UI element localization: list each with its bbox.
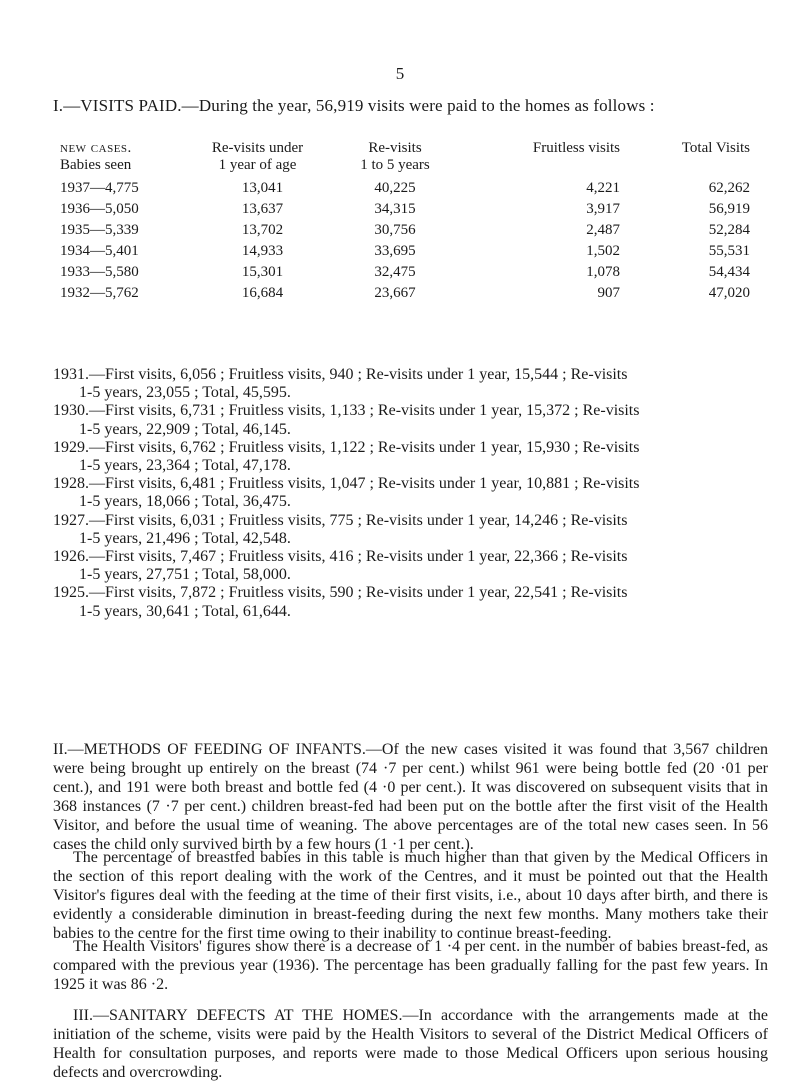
table-cell: 16,684	[241, 285, 284, 301]
table-cell: 30,756	[374, 222, 416, 238]
table-cell: 47,020	[708, 285, 750, 301]
table-cell: 15,301	[241, 264, 284, 280]
table-cell: 62,262	[708, 180, 750, 196]
history-line: 1-5 years, 23,055 ; Total, 45,595.	[79, 384, 291, 402]
history-line: 1928.—First visits, 6,481 ; Fruitless visits, 1,047 ; Re-visits under 1 year, 10,881 ; Re-visits	[53, 475, 640, 493]
history-entry-1926	[53, 548, 773, 584]
header-revisits-1-5-line2: 1 to 5 years	[360, 157, 430, 173]
table-row	[60, 178, 780, 199]
header-revisits-1-5	[330, 140, 460, 174]
history-entry-1929	[53, 439, 773, 475]
breastfed-decrease-paragraph: The Health Visitors' figures show there is a decrease of 1 ·4 per cent. in the number of babies breast-fed, as compared with the previous year (1936). The percentage has been gradually falling for the past few years. In 1925 it was 86 ·2.	[53, 938, 768, 993]
history-line: 1-5 years, 22,909 ; Total, 46,145.	[79, 420, 291, 438]
history-line: 1925.—First visits, 7,872 ; Fruitless visits, 590 ; Re-visits under 1 year, 22,541 ; Re-visits	[53, 584, 628, 602]
table-row	[60, 199, 780, 220]
table-cell: 14,933	[241, 243, 284, 259]
history-line: 1-5 years, 30,641 ; Total, 61,644.	[79, 602, 291, 620]
header-total	[640, 140, 780, 174]
table-cell: 33,695	[374, 243, 416, 259]
history-line: 1929.—First visits, 6,762 ; Fruitless visits, 1,122 ; Re-visits under 1 year, 15,930 ; Re-visits	[53, 438, 640, 456]
feeding-methods-paragraph: II.—METHODS OF FEEDING OF INFANTS.—Of the new cases visited it was found that 3,567 children were being brought up entirely on the breast (74 ·7 per cent.) whilst 961 were being bottle fed (20 ·01 per cent.), and 191 were both breast and bottle fed (4 ·0 per cent.). It was discovered on subsequent visits that in 368 instances (7 ·7 per cent.) children breast-fed had been put on the bottle after the first visit of the Health Visitor, and before the usual time of weaning. The above percentages are of the total new cases seen. In 56 cases the child only survived birth by a few hours (1 ·1 per cent.).	[53, 741, 768, 853]
table-cell: 56,919	[708, 201, 750, 217]
header-revisits-under-1-line1: Re-visits under	[211, 140, 304, 156]
table-cell: 1,078	[586, 264, 620, 280]
history-line: 1-5 years, 21,496 ; Total, 42,548.	[79, 529, 291, 547]
table-cell: 3,917	[586, 201, 620, 217]
table-cell: 23,667	[374, 285, 416, 301]
table-cell: 13,702	[241, 222, 284, 238]
table-cell: 1934—5,401	[60, 243, 139, 259]
table-row	[60, 262, 780, 283]
history-line: 1-5 years, 27,751 ; Total, 58,000.	[79, 566, 291, 584]
history-entry-1931	[53, 366, 773, 402]
history-entry-1928	[53, 475, 773, 511]
header-revisits-under-1-line2: 1 year of age	[218, 157, 297, 173]
table-cell: 1935—5,339	[60, 222, 139, 238]
header-new-cases-line2: Babies seen	[60, 157, 132, 173]
header-revisits-1-5-line1: Re-visits	[368, 140, 422, 156]
history-entry-1925	[53, 584, 773, 620]
history-line: 1930.—First visits, 6,731 ; Fruitless visits, 1,133 ; Re-visits under 1 year, 15,372 ; Re-visits	[53, 402, 640, 420]
sanitary-defects-paragraph: III.—SANITARY DEFECTS AT THE HOMES.—In accordance with the arrangements made at the initiation of the scheme, visits were paid by the Health Visitors to several of the District Medical Officers of Health for consultation purposes, and reports were made to those Medical Officers upon serious housing defects and overcrowding.	[53, 1007, 768, 1081]
history-entry-1930	[53, 402, 773, 438]
table-cell: 55,531	[708, 243, 750, 259]
table-header-row	[60, 140, 780, 174]
history-entry-1927	[53, 512, 773, 548]
table-cell: 32,475	[374, 264, 416, 280]
history-line: 1926.—First visits, 7,467 ; Fruitless visits, 416 ; Re-visits under 1 year, 22,366 ; Re-visits	[53, 548, 628, 566]
table-cell: 54,434	[708, 264, 750, 280]
table-cell: 907	[597, 285, 620, 301]
table-cell: 2,487	[586, 222, 620, 238]
table-cell: 52,284	[708, 222, 750, 238]
table-cell: 1936—5,050	[60, 201, 139, 217]
visits-intro: I.—VISITS PAID.—During the year, 56,919 visits were paid to the homes as follows :	[53, 96, 655, 115]
table-row	[60, 220, 780, 241]
table-cell: 1933—5,580	[60, 264, 139, 280]
table-cell: 1,502	[586, 243, 620, 259]
table-row	[60, 241, 780, 262]
history-line: 1-5 years, 23,364 ; Total, 47,178.	[79, 457, 291, 475]
table-cell: 13,637	[241, 201, 284, 217]
history-line: 1927.—First visits, 6,031 ; Fruitless visits, 775 ; Re-visits under 1 year, 14,246 ; Re-visits	[53, 511, 628, 529]
breastfed-percentage-paragraph: The percentage of breastfed babies in this table is much higher than that given by the Medical Officers in the section of this report dealing with the work of the Centres, and it must be pointed out that the Health Visitor's figures deal with the feeding at the time of their first visits, i.e., about 10 days after birth, and there is evidently a considerable diminution in breast-feeding during the next few months. Many mothers take their babies to the centre for the first time owing to their inability to continue breast-feeding.	[53, 849, 768, 942]
history-line: 1931.—First visits, 6,056 ; Fruitless visits, 940 ; Re-visits under 1 year, 15,544 ; Re-visits	[53, 366, 628, 383]
table-cell: 40,225	[374, 180, 416, 196]
historical-visits	[53, 366, 773, 621]
header-new-cases	[60, 140, 185, 174]
table-cell: 1932—5,762	[60, 285, 139, 301]
table-cell: 34,315	[374, 201, 416, 217]
table-cell: 1937—4,775	[60, 180, 139, 196]
header-new-cases-line1: new cases.	[60, 140, 132, 156]
table-cell: 13,041	[241, 180, 284, 196]
table-cell: 4,221	[586, 180, 620, 196]
header-fruitless-line1: Fruitless visits	[532, 140, 620, 156]
page-number: 5	[395, 64, 405, 83]
history-line: 1-5 years, 18,066 ; Total, 36,475.	[79, 493, 291, 511]
visits-table	[60, 140, 780, 304]
header-total-line1: Total Visits	[681, 140, 750, 156]
header-fruitless	[460, 140, 640, 174]
header-revisits-under-1	[185, 140, 330, 174]
table-row	[60, 283, 780, 304]
